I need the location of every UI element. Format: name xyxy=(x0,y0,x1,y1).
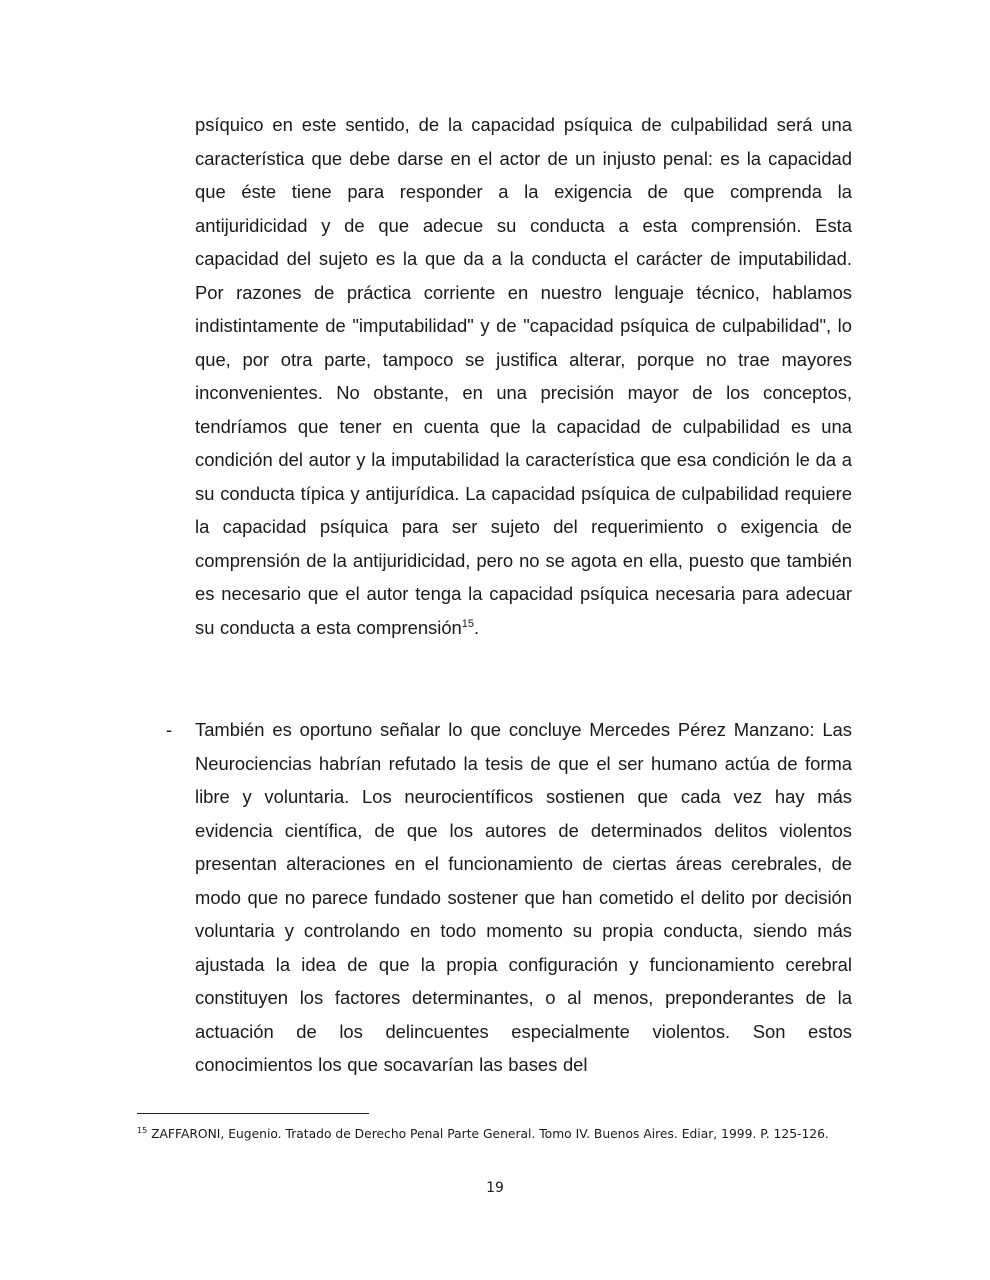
list-bullet: - xyxy=(166,719,173,740)
paragraph-text: psíquico en este sentido, de la capacidad psíquica de culpabilidad será una característica que debe darse en el actor de un injusto penal: es la capacidad que éste tiene para responder a la exigencia de que comprenda la antijuridicidad y de que adecue su conducta a esta comprensión. Esta capacidad del sujeto es la que da a la conducta el carácter de imputabilidad. Por razones de práctica corriente en nuestro lenguaje técnico, hablamos indistintamente de "imputabilidad" y de "capacidad psíquica de culpabilidad", lo que, por otra parte, tampoco se justifica alterar, porque no trae mayores inconvenientes. No obstante, en una precisión mayor de los conceptos, tendríamos que tener en cuenta que la capacidad de culpabilidad es una condición del autor y la imputabilidad la característica que esa condición le da a su conducta típica y antijurídica. La capacidad psíquica de culpabilidad requiere la capacidad psíquica para ser sujeto del requerimiento o exigencia de comprensión de la antijuridicidad, pero no se agota en ella, puesto que también es necesario que el autor tenga la capacidad psíquica necesaria para adecuar su conducta a esta comprensión xyxy=(195,114,852,638)
footnote-separator xyxy=(137,1113,369,1114)
list-item-text: También es oportuno señalar lo que concluye Mercedes Pérez Manzano: Las Neurociencias habrían refutado la tesis de que el ser humano actúa de forma libre y voluntaria. Los neurocientíficos sostienen que cada vez hay más evidencia científica, de que los autores de determinados delitos violentos presentan alteraciones en el funcionamiento de ciertas áreas cerebrales, de modo que no parece fundado sostener que han cometido el delito por decisión voluntaria y controlando en todo momento su propia conducta, siendo más ajustada la idea de que la propia configuración y funcionamiento cerebral constituyen los factores determinantes, o al menos, preponderantes de la actuación de los delincuentes especialmente violentos. Son estos conocimientos los que socavarían las bases del xyxy=(195,719,852,1075)
footnote-reference[interactable]: 15 xyxy=(461,617,475,630)
page-number: 19 xyxy=(486,1180,504,1196)
paragraph-end: . xyxy=(474,616,480,638)
footnote-text: ZAFFARONI, Eugenio. Tratado de Derecho Penal Parte General. Tomo IV. Buenos Aires. Ediar, 1999. P. 125-126. xyxy=(147,1127,829,1141)
footnote xyxy=(137,1124,852,1145)
footnote-number: 15 xyxy=(137,1125,148,1135)
list-item-paragraph xyxy=(195,713,852,1082)
body-paragraph xyxy=(195,108,852,644)
